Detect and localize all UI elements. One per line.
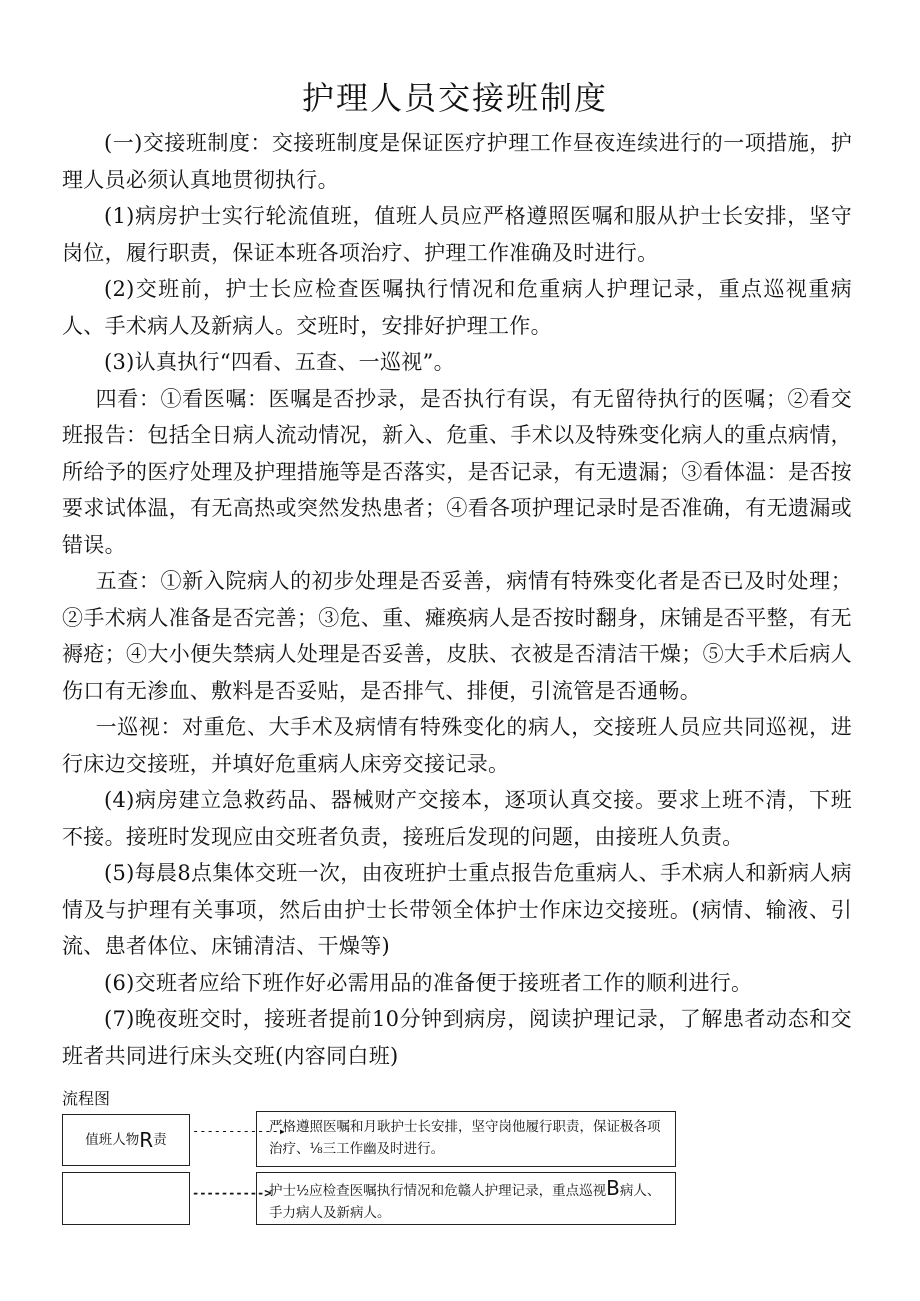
paragraph-item-3: (3)认真执行“四看、五查、一巡视”。 [104,350,455,374]
flowchart-left-box-2 [62,1172,190,1225]
paragraph-item-2: (2)交班前，护士长应检查医嘱执行情况和危重病人护理记录，重点巡视重病人、手术病人及新病人。交班时，安排好护理工作。 [62,277,852,338]
paragraph-item-5: (5)每晨8点集体交班一次，由夜班护士重点报告危重病人、手术病人和新病人病情及与护理有关事项，然后由护士长带领全体护士作床边交接班。(病情、输液、引流、患者体位、床铺清洁、干燥等) [62,861,852,958]
flowchart-label: 流程图 [62,1089,111,1108]
flowchart-right-box-2-letter: B [606,1176,620,1200]
flowchart-left-box-1-text-pre: 值班人物 [85,1132,140,1148]
paragraph-item-4: (4)病房建立急救药品、器械财产交接本，逐项认真交接。要求上班不清，下班不接。接班时发现应由交班者负责，接班后发现的问题，由接班人负责。 [62,788,852,849]
flowchart-right-box-1 [256,1111,676,1167]
flowchart-right-box-1-text: 严格遵照医嘱和月耿护士长安排，坚守岗他履行职责，保证极各项治疗、⅛三工作幽及时进行。 [269,1119,661,1157]
flowchart-right-box-2-text-post: 病人、手力病人及新病人。 [269,1183,661,1221]
flowchart-arrow-1: ------------▸ [192,1124,286,1138]
paragraph-five-inspections: 五查：①新入院病人的初步处理是否妥善，病情有特殊变化者是否已及时处理；②手术病人准备是否完善；③危、重、瘫痪病人是否按时翻身，床铺是否平整，有无褥疮；④大小便失禁病人处理是否妥善，皮肤、衣被是否清洁干燥；⑤大手术后病人伤口有无渗血、敷料是否妥贴，是否排气、排便，引流管是否通畅。 [62,569,852,703]
paragraph-one-patrol: 一巡视：对重危、大手术及病情有特殊变化的病人，交接班人员应共同巡视，进行床边交接班，并填好危重病人床旁交接记录。 [62,715,852,776]
document-body [62,125,852,1074]
paragraph-intro: (一)交接班制度：交接班制度是保证医疗护理工作昼夜连续进行的一项措施，护理人员必须认真地贯彻执行。 [62,131,852,192]
flowchart-left-box-1 [62,1114,190,1166]
document-title: 护理人员交接班制度 [301,79,608,117]
paragraph-item-1: (1)病房护士实行轮流值班，值班人员应严格遵照医嘱和服从护士长安排，坚守岗位，履行职责，保证本班各项治疗、护理工作准确及时进行。 [62,204,852,265]
paragraph-four-checks: 四看：①看医嘱：医嘱是否抄录，是否执行有误，有无留待执行的医嘱；②看交班报告：包括全日病人流动情况，新入、危重、手术以及特殊变化病人的重点病情，所给予的医疗处理及护理措施等是否落实，是否记录，有无遗漏；③看体温：是否按要求试体温，有无高热或突然发热患者；④看各项护理记录时是否准确，有无遗漏或错误。 [62,386,852,557]
flowchart-right-box-2-text-pre: 护士½应检查医嘱执行情况和危赣人护理记录，重点巡视 [269,1183,607,1199]
flowchart-left-box-1-letter: R [139,1128,154,1152]
paragraph-item-6: (6)交班者应给下班作好必需用品的准备便于接班者工作的顺利进行。 [104,970,753,995]
flowchart-left-box-1-text-post: 责 [153,1132,167,1148]
flowchart-arrow-2: ----------> [192,1186,272,1200]
paragraph-item-7: (7)晚夜班交时，接班者提前10分钟到病房，阅读护理记录，了解患者动态和交班者共同进行床头交班(内容同白班) [62,1007,852,1068]
flowchart-right-box-2 [256,1172,676,1225]
